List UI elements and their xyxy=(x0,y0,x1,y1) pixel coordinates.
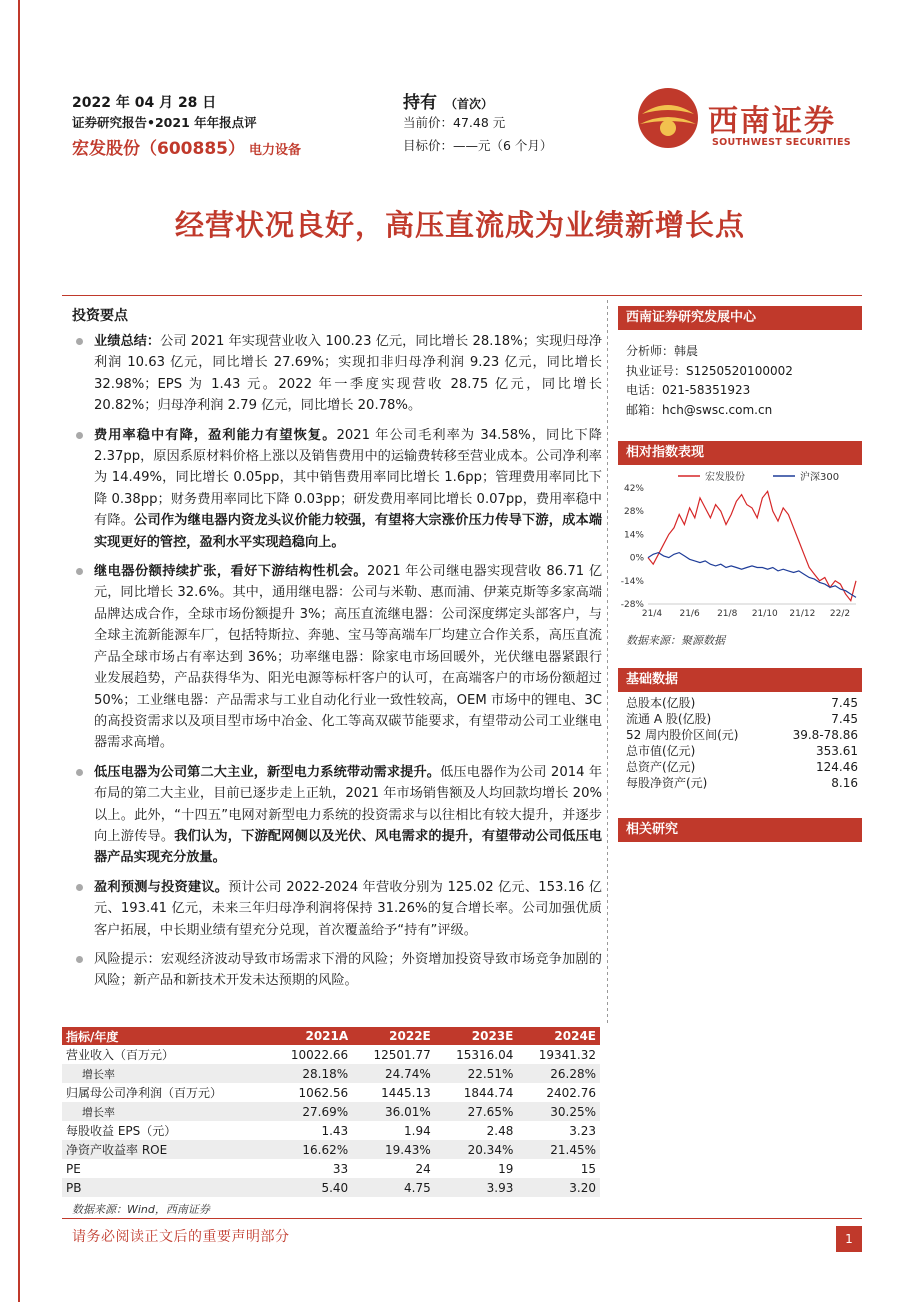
legend-label: 沪深300 xyxy=(800,472,840,483)
x-tick-label: 22/2 xyxy=(829,609,851,619)
footer-rule xyxy=(62,1218,862,1219)
bullet-dot-icon xyxy=(76,884,83,891)
basic-row: 流通 A 股(亿股) 7.45 xyxy=(626,712,858,726)
bullet-lead: 盈利预测与投资建议。 xyxy=(94,879,229,895)
basic-row: 总资产(亿元) 124.46 xyxy=(626,760,858,774)
analyst-email[interactable]: 邮箱：hch@swsc.com.cn xyxy=(626,402,773,417)
row-label: 归属母公司净利润（百万元） xyxy=(66,1086,223,1100)
table-cell: 1.94 xyxy=(404,1123,431,1138)
rating-value: 持有 xyxy=(403,93,437,113)
footer-disclaimer: 请务必阅读正文后的重要声明部分 xyxy=(72,1229,290,1245)
row-label: PB xyxy=(62,1178,270,1197)
x-tick-label: 21/8 xyxy=(717,609,738,619)
bullet-text: 低压电器作为公司 2014 年布局的第二大主业，目前已逐步走上正轨，2021 年市场销售额及人均回款均增长 20%以上。此外，“十四五”电网对新型电力系统的投资需求与以往相比有较大提升，并逐步向上游传导。 xyxy=(94,764,603,844)
table-cell: 16.62% xyxy=(270,1140,353,1159)
bullet-dot-icon xyxy=(76,956,83,963)
table-cell: 15 xyxy=(580,1161,596,1176)
table-header: 2021A xyxy=(270,1027,353,1045)
bullet-list xyxy=(72,331,602,1000)
stock-name: 宏发股份（600885） xyxy=(72,139,245,159)
table-cell: 10022.66 xyxy=(290,1047,349,1062)
bullet-expense xyxy=(72,425,602,553)
bullet-text: 2021 年公司继电器实现营收 86.71 亿元，同比增长 32.6%。其中，通用继电器：公司与米勒、惠而浦、伊莱克斯等多家高端品牌达成合作，全球市场份额提升 3%；高压直流继电器：公司深度绑定头部客户，与全球主流新能源车厂，包括特斯拉、奔驰、宝马等高端车厂均建立合作关系，高压直流产品全球市场占有率达到 36%；功率继电器：除家电市场回暖外，光伏继电器紧跟行业发展趋势，产品获得华为、阳光电源等标杆客户的认可，在高端客户的市场份额超过 50%；工业继电器：产品需求与工业自动化行业一致性较高，OEM 市场中的锂电、3C 的高投资需求以及项目型市场中冶金、化工等高双碳节能要求，有望带动公司工业继电器需求高增。 xyxy=(94,564,603,751)
basic-row: 总股本(亿股) 7.45 xyxy=(626,696,858,710)
current-price: 当前价：47.48 元 xyxy=(403,115,506,130)
company-logo-icon xyxy=(634,84,702,152)
bullet-text: 公司 2021 年实现营业收入 100.23 亿元，同比增长 28.18%；实现归母净利润 10.63 亿元，同比增长 27.69%；实现扣非归母净利润 9.23 亿元，同比增长 32.98%；EPS 为 1.43 元。2022 年一季度实现营收 28.75 亿元，同比增长 20.82%；归母净利润 2.79 亿元，同比增长 20.78%。 xyxy=(94,334,603,414)
table-cell: 3.93 xyxy=(435,1178,518,1197)
table-cell: 3.23 xyxy=(569,1123,596,1138)
row-label: 净资产收益率 ROE xyxy=(62,1140,270,1159)
basic-data-list xyxy=(626,695,858,791)
research-center-header: 西南证券研究发展中心 xyxy=(618,306,862,330)
table-header: 2022E xyxy=(352,1027,435,1045)
y-tick-label: 28% xyxy=(623,507,644,518)
table-cell: 2402.76 xyxy=(546,1085,596,1100)
logo-name-cn: 西南证券 xyxy=(708,104,836,139)
series-line-csi300 xyxy=(648,553,856,598)
table-cell: 2.48 xyxy=(486,1123,514,1138)
table-cell: 36.01% xyxy=(352,1102,435,1121)
bullet-bold-tail: 我们认为，下游配网侧以及光伏、风电需求的提升，有望带动公司低压电器产品实现充分放量。 xyxy=(94,828,603,866)
bullet-lead: 低压电器为公司第二大主业，新型电力系统带动需求提升。 xyxy=(94,764,441,780)
table-source: 数据来源：Wind，西南证券 xyxy=(72,1203,210,1216)
table-header: 2024E xyxy=(517,1027,600,1045)
logo-name-en: SOUTHWEST SECURITIES xyxy=(712,137,851,148)
table-cell: 12501.77 xyxy=(373,1047,431,1062)
bullet-relay xyxy=(72,561,602,754)
table-cell: 28.18% xyxy=(270,1064,353,1083)
x-tick-label: 21/6 xyxy=(679,609,700,619)
headline: 经营状况良好，高压直流成为业绩新增长点 xyxy=(174,208,745,242)
stock-name-line xyxy=(72,134,301,159)
table-cell: 33 xyxy=(332,1161,349,1176)
table-row xyxy=(62,1083,600,1102)
table-cell: 20.34% xyxy=(435,1140,518,1159)
target-price: 目标价：——元（6 个月） xyxy=(403,138,553,153)
bullet-risk xyxy=(72,949,602,992)
table-cell: 1.43 xyxy=(321,1123,349,1138)
report-date: 2022 年 04 月 28 日 xyxy=(72,95,217,111)
y-tick-label: -28% xyxy=(620,600,644,610)
table-cell: 22.51% xyxy=(435,1064,518,1083)
table-cell: 19341.32 xyxy=(538,1047,596,1062)
basic-row: 每股净资产(元) 8.16 xyxy=(626,776,858,790)
basic-data-header: 基础数据 xyxy=(618,668,862,692)
table-cell: 19.43% xyxy=(352,1140,435,1159)
basic-row: 52 周内股价区间(元) 39.8-78.86 xyxy=(626,728,858,742)
bullet-forecast xyxy=(72,877,602,941)
bullet-performance xyxy=(72,331,602,417)
industry: 电力设备 xyxy=(248,143,301,158)
table-row xyxy=(62,1064,600,1083)
table-cell: 1062.56 xyxy=(298,1085,349,1100)
table-header: 指标/年度 xyxy=(62,1027,270,1045)
row-label: PE xyxy=(66,1161,81,1176)
bullet-lead: 业绩总结： xyxy=(94,334,161,349)
row-label: 每股收益 EPS（元） xyxy=(66,1124,177,1138)
relative-index-chart xyxy=(618,466,862,636)
row-label: 营业收入（百万元） xyxy=(66,1048,175,1062)
report-type: 证券研究报告•2021 年年报点评 xyxy=(72,115,257,130)
header-rule xyxy=(62,295,862,296)
analyst-license: 执业证号：S1250520100002 xyxy=(626,363,793,378)
chart-source: 数据来源：聚源数据 xyxy=(626,634,725,647)
table-row xyxy=(62,1178,600,1197)
page-number: 1 xyxy=(836,1226,862,1252)
bullet-bold-tail: 公司作为继电器内资龙头议价能力较强，有望将大宗涨价压力传导下游，成本端实现更好的管控，盈利水平实现趋稳向上。 xyxy=(94,513,603,550)
analyst-name: 分析师：韩晨 xyxy=(626,344,699,358)
bullet-lead: 继电器份额持续扩张，看好下游结构性机会。 xyxy=(94,564,368,580)
table-row xyxy=(62,1102,600,1121)
table-cell: 3.20 xyxy=(517,1178,600,1197)
y-tick-label: 0% xyxy=(629,553,644,564)
bullet-dot-icon xyxy=(76,432,83,439)
bullet-dot-icon xyxy=(76,338,83,345)
table-cell: 27.69% xyxy=(270,1102,353,1121)
table-cell: 5.40 xyxy=(270,1178,353,1197)
table-cell: 27.65% xyxy=(435,1102,518,1121)
table-cell: 30.25% xyxy=(517,1102,600,1121)
y-tick-label: 14% xyxy=(623,530,644,541)
table-cell: 1445.13 xyxy=(381,1085,431,1100)
table-cell: 15316.04 xyxy=(456,1047,514,1062)
analyst-phone: 电话：021-58351923 xyxy=(626,383,751,397)
bullet-lead: 费用率稳中有降，盈利能力有望恢复。 xyxy=(94,427,337,443)
related-research-header: 相关研究 xyxy=(618,818,862,842)
column-divider xyxy=(607,300,608,1025)
bullet-dot-icon xyxy=(76,769,83,776)
table-cell: 4.75 xyxy=(352,1178,435,1197)
x-tick-label: 21/12 xyxy=(789,609,816,619)
y-tick-label: 42% xyxy=(623,484,644,494)
basic-row: 总市值(亿元) 353.61 xyxy=(626,744,858,758)
x-tick-label: 21/4 xyxy=(641,609,663,619)
left-accent-line xyxy=(18,0,20,1302)
row-label: 增长率 xyxy=(62,1064,270,1083)
bullet-text: 风险提示：宏观经济波动导致市场需求下滑的风险；外资增加投资导致市场竞争加剧的风险；新产品和新技术开发未达预期的风险。 xyxy=(94,951,602,989)
table-cell: 24 xyxy=(415,1161,431,1176)
analyst-info xyxy=(626,342,793,420)
financial-table xyxy=(62,1027,600,1197)
row-label: 增长率 xyxy=(62,1102,270,1121)
rating-note: （首次） xyxy=(445,97,494,111)
table-row xyxy=(62,1159,600,1178)
legend-label: 宏发股份 xyxy=(705,472,745,483)
table-header: 2023E xyxy=(435,1027,518,1045)
bullet-dot-icon xyxy=(76,568,83,575)
table-row xyxy=(62,1045,600,1064)
table-cell: 1844.74 xyxy=(463,1085,514,1100)
x-tick-label: 21/10 xyxy=(751,609,778,619)
bullet-text: 预计公司 2022-2024 年营收分别为 125.02 亿元、153.16 亿元、193.41 亿元，未来三年归母净利润将保持 31.26%的复合增长率。公司加强优质客户拓展，中长期业绩有望充分兑现，首次覆盖给予“持有”评级。 xyxy=(94,879,602,938)
table-row xyxy=(62,1121,600,1140)
table-cell: 24.74% xyxy=(352,1064,435,1083)
rating xyxy=(403,88,493,113)
section-title: 投资要点 xyxy=(72,308,128,324)
table-row xyxy=(62,1140,600,1159)
table-cell: 21.45% xyxy=(517,1140,600,1159)
y-tick-label: -14% xyxy=(620,576,644,587)
table-cell: 19 xyxy=(498,1161,514,1176)
table-cell: 26.28% xyxy=(517,1064,600,1083)
bullet-text: 2021 年公司毛利率为 34.58%，同比下降 2.37pp，原因系原材料价格上涨以及销售费用中的运输费转移至营业成本。公司净利率为 14.49%，同比增长 0.05pp，其中销售费用率同比增长 1.6pp；管理费用率同比下降 0.38pp；财务费用率同比下降 0.03pp；研发费用率同比增长 0.07pp，费用率稳中有降。 xyxy=(94,427,602,529)
bullet-low-voltage xyxy=(72,762,602,869)
chart-header: 相对指数表现 xyxy=(618,441,862,465)
table-header-row xyxy=(62,1027,600,1045)
